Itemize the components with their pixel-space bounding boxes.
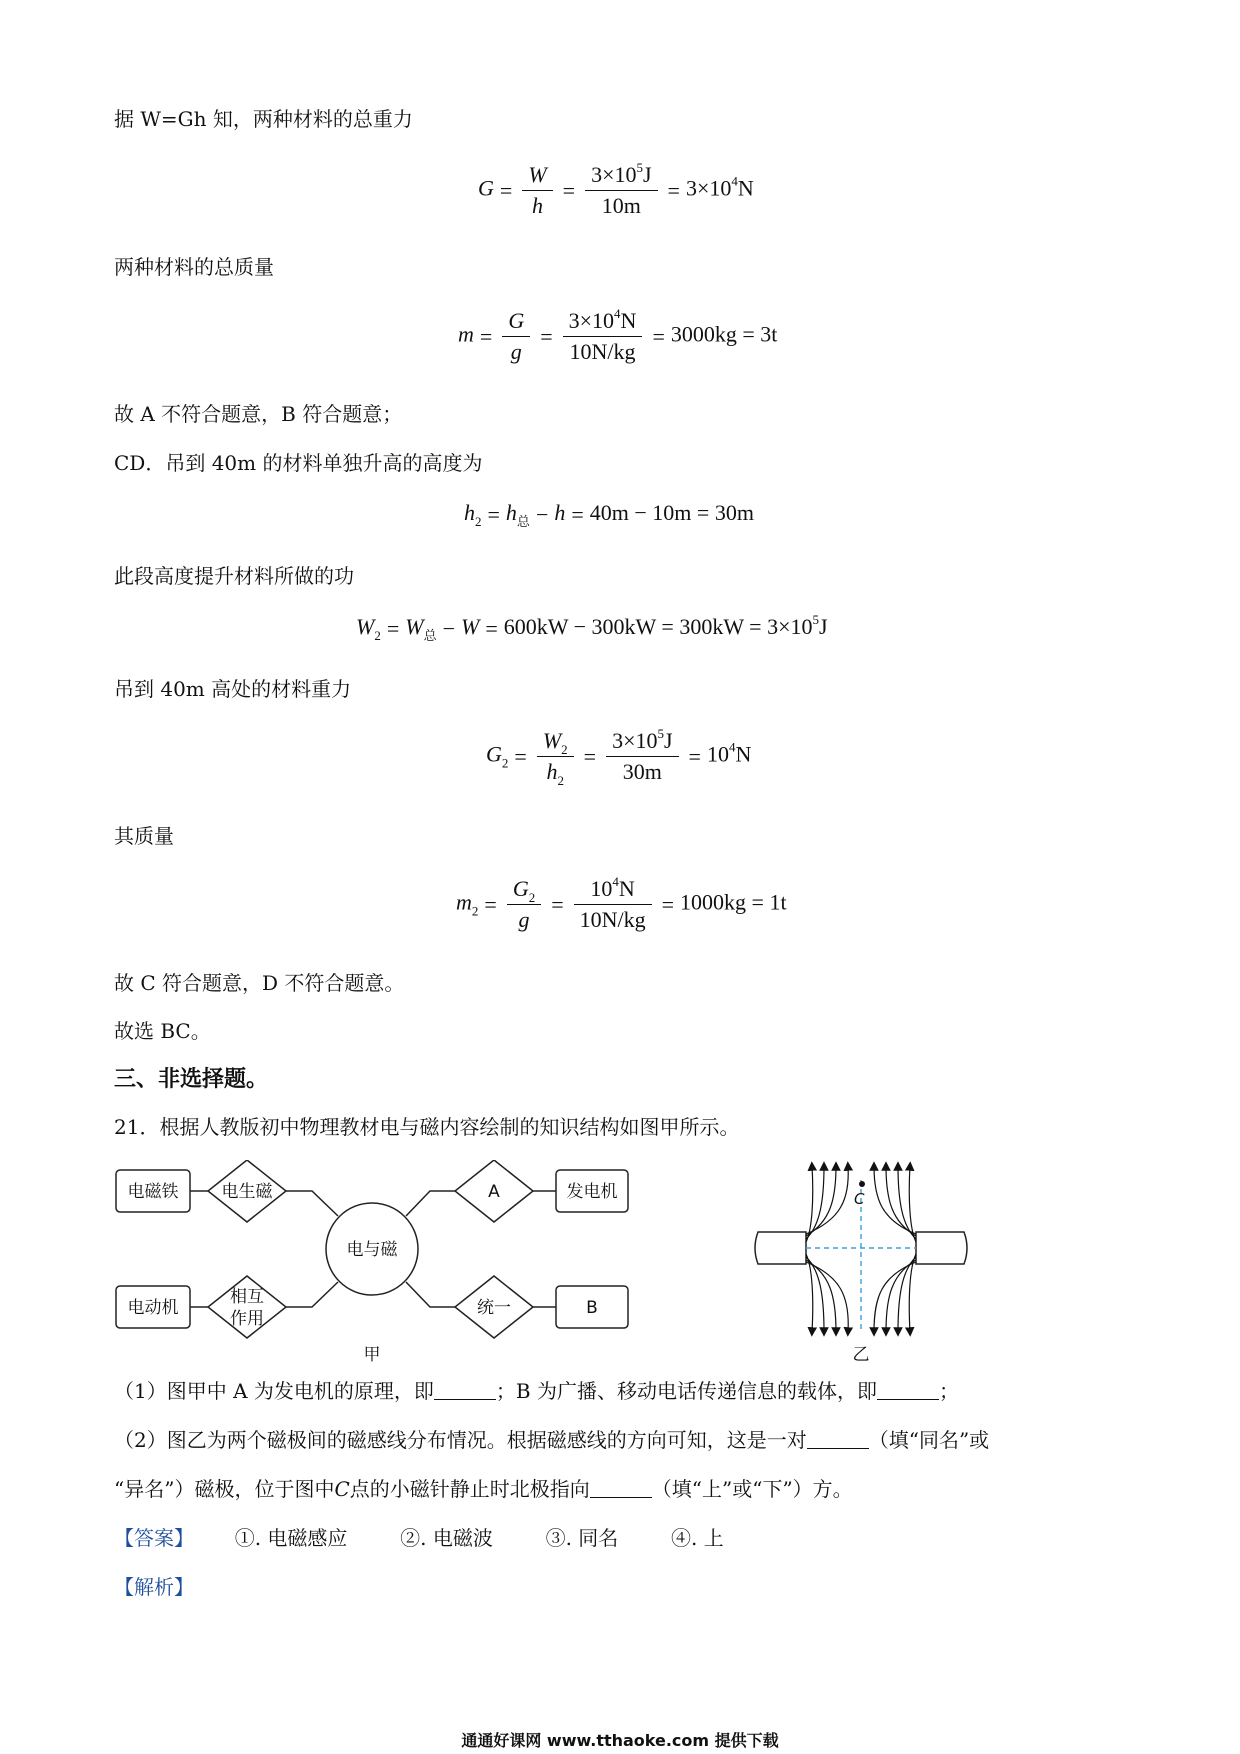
text-line: CD．吊到 40m 的材料单独升高的高度为 (114, 451, 483, 475)
label-center: 电与磁 (346, 1240, 398, 1260)
label-generator: 发电机 (566, 1182, 618, 1202)
label-B: B (586, 1298, 598, 1318)
point-C (859, 1181, 865, 1187)
label-electromagnet: 电磁铁 (127, 1182, 179, 1202)
footer: 通通好课网 www.tthaoke.com 提供下载 (461, 1731, 779, 1750)
label-motor: 电动机 (127, 1298, 179, 1318)
answer-tag: 【答案】 (114, 1526, 194, 1550)
sub-question-2-line1: （2）图乙为两个磁极间的磁感线分布情况。根据磁感线的方向可知，这是一对 （填“同名”或 (114, 1428, 990, 1452)
sub-question-1: （1）图甲中 A 为发电机的原理，即 ；B 为广播、移动电话传递信息的载体，即 ； (114, 1379, 959, 1403)
left-magnet (755, 1232, 806, 1264)
label-electric-magnet: 电生磁 (221, 1182, 273, 1202)
label-interaction-1: 相互 (230, 1287, 264, 1307)
section-heading: 三、非选择题。 (114, 1067, 269, 1092)
question-21: 21．根据人教版初中物理教材电与磁内容绘制的知识结构如图甲所示。 (114, 1115, 740, 1139)
label-unify: 统一 (477, 1298, 511, 1318)
equation-4: $W_2 = W_总 - W = 600kW - 300kW = 300kW = 3\times 10^5J$ (356, 612, 828, 643)
equation-6: $m_2$ = $\frac{G_2}{g}$ = $\frac{10^4N}{10N/kg}$ = 1000kg = 1t (456, 874, 787, 932)
answer-line (114, 1525, 724, 1551)
blank-1 (434, 1381, 496, 1400)
text-line: 吊到 40m 高处的材料重力 (114, 677, 352, 701)
blank-2 (877, 1381, 939, 1400)
right-magnet (916, 1232, 967, 1264)
equation-2: m = $\frac{G}{g}$ = $\frac{3\times 10^4N}{10N/kg}$ = 3000kg = 3t (458, 306, 778, 364)
label-A: A (488, 1182, 500, 1202)
answer-4: ④. 上 (671, 1526, 724, 1550)
answer-2: ②. 电磁波 (400, 1526, 493, 1550)
label-C: C (854, 1190, 865, 1208)
equation-5: $G_2$ = $\frac{W_2}{h_2}$ = $\frac{3\times 10^5J}{30m}$ = $10^4N$ (486, 726, 752, 788)
text-line: 据 W=Gh 知，两种材料的总重力 (114, 107, 413, 131)
caption-jia: 甲 (363, 1345, 381, 1365)
text-line: 故 C 符合题意，D 不符合题意。 (114, 971, 405, 995)
text-line: 故 A 不符合题意，B 符合题意； (114, 402, 403, 426)
caption-yi: 乙 (852, 1345, 870, 1365)
diagram-jia (110, 1160, 640, 1370)
text-line: 其质量 (114, 824, 174, 848)
answer-3: ③. 同名 (545, 1526, 619, 1550)
text-line: 两种材料的总质量 (114, 255, 274, 279)
answer-1: ①. 电磁感应 (234, 1526, 348, 1550)
sub-question-2-line2: “异名”）磁极，位于图中C点的小磁针静止时北极指向 （填“上”或“下”）方。 (114, 1477, 853, 1501)
text-line: 故选 BC。 (114, 1019, 211, 1043)
equation-1: G = $\frac{W}{h}$ = $\frac{3\times 10^5J}{10m}$ = $3\times 10^4N$ (478, 160, 754, 218)
analysis-tag: 【解析】 (114, 1575, 194, 1599)
blank-4 (590, 1479, 652, 1498)
text-line: 此段高度提升材料所做的功 (114, 564, 354, 588)
diagram-yi (750, 1160, 980, 1370)
blank-3 (807, 1430, 869, 1449)
equation-3: $h_2 = h_总 - h = 40m - 10m = 30m$ (464, 500, 754, 529)
label-interaction-2: 作用 (230, 1309, 264, 1329)
